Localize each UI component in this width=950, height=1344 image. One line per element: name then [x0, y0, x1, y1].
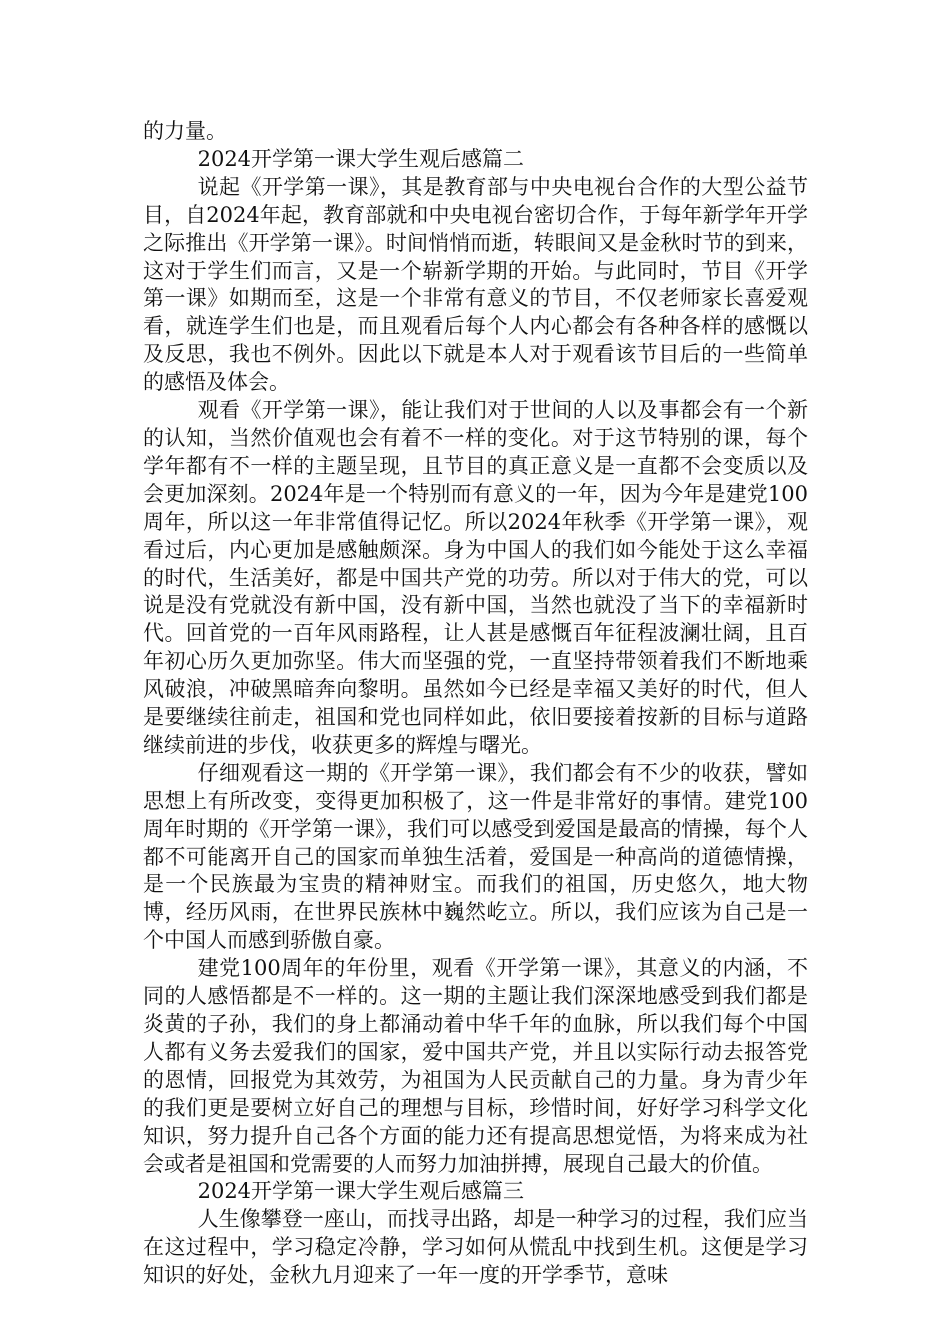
section-heading-two: 2024开学第一课大学生观后感篇二: [197, 146, 525, 171]
paragraph: 仔细观看这一期的《开学第一课》，我们都会有不少的收获，譬如思想上有所改变，变得更加积极了，这一件是非常好的事情。建党100周年时期的《开学第一课》，我们可以感受到爱国是最高的情操，每个人都不可能离开自己的国家而单独生活着，爱国是一种高尚的道德情操，是一个民族最为宝贵的精神财宝。而我们的祖国，历史悠久，地大物博，经历风雨，在世界民族林中巍然屹立。所以，我们应该为自己是一个中国人而感到骄傲自豪。: [143, 760, 808, 953]
document-body: [143, 118, 808, 1290]
paragraph: 建党100周年的年份里，观看《开学第一课》，其意义的内涵，不同的人感悟都是不一样的。这一期的主题让我们深深地感受到我们都是炎黄的子孙，我们的身上都涌动着中华千年的血脉，所以我们每个中国人都有义务去爱我们的国家，爱中国共产党，并且以实际行动去报答党的恩情，回报党为其效劳，为祖国为人民贡献自己的力量。身为青少年的我们更是要树立好自己的理想与目标，珍惜时间，好好学习科学文化知识，努力提升自己各个方面的能力还有提高思想觉悟，为将来成为社会或者是祖国和党需要的人而努力加油拼搏，展现自己最大的价值。: [143, 956, 808, 1176]
paragraph: 人生像攀登一座山，而找寻出路，却是一种学习的过程，我们应当在这过程中，学习稳定冷静，学习如何从慌乱中找到生机。这便是学习知识的好处，金秋九月迎来了一年一度的开学季节，意味: [143, 1207, 808, 1288]
paragraph-continuation: 的力量。: [143, 119, 227, 143]
paragraph: 说起《开学第一课》，其是教育部与中央电视台合作的大型公益节目，自2024年起，教育部就和中央电视台密切合作，于每年新学年开学之际推出《开学第一课》。时间悄悄而逝，转眼间又是金秋时节的到来，这对于学生们而言，又是一个崭新学期的开始。与此同时，节目《开学第一课》如期而至，这是一个非常有意义的节目，不仅老师家长喜爱观看，就连学生们也是，而且观看后每个人内心都会有各种各样的感慨以及反思，我也不例外。因此以下就是本人对于观看该节目后的一些简单的感悟及体会。: [143, 174, 808, 395]
paragraph: 观看《开学第一课》，能让我们对于世间的人以及事都会有一个新的认知，当然价值观也会有着不一样的变化。对于这节特别的课，每个学年都有不一样的主题呈现，且节目的真正意义是一直都不会变质以及会更加深刻。2024年是一个特别而有意义的一年，因为今年是建党100周年，所以这一年非常值得记忆。所以2024年秋季《开学第一课》，观看过后，内心更加是感触颇深。身为中国人的我们如今能处于这么幸福的时代，生活美好，都是中国共产党的功劳。所以对于伟大的党，可以说是没有党就没有新中国，没有新中国，当然也就没了当下的幸福新时代。回首党的一百年风雨路程，让人甚是感慨百年征程波澜壮阔，且百年初心历久更加弥坚。伟大而坚强的党，一直坚持带领着我们不断地乘风破浪，冲破黑暗奔向黎明。虽然如今已经是幸福又美好的时代，但人是要继续往前走，祖国和党也同样如此，依旧要接着按新的目标与道路继续前进的步伐，收获更多的辉煌与曙光。: [143, 398, 808, 757]
section-heading-three: 2024开学第一课大学生观后感篇三: [197, 1179, 525, 1204]
